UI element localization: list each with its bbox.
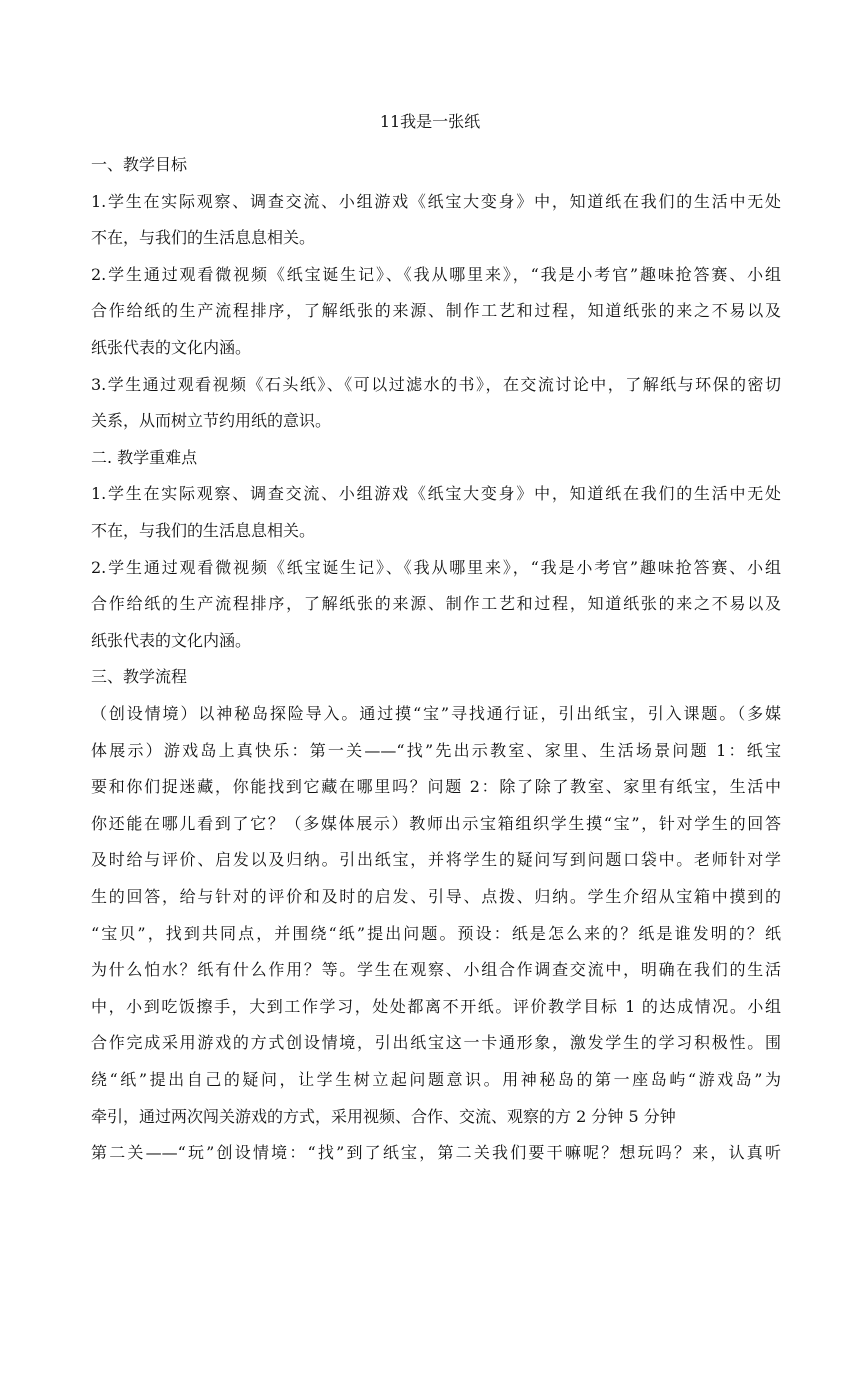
- body-line: “宝贝”，找到共同点，并围绕“纸”提出问题。预设：纸是怎么来的？纸是谁发明的？纸: [91, 923, 781, 943]
- body-line: 你还能在哪儿看到了它？（多媒体展示）教师出示宝箱组织学生摸“宝”，针对学生的回答: [91, 813, 781, 833]
- body-line: 第二关——“玩”创设情境：“找”到了纸宝，第二关我们要干嘛呢？想玩吗？来，认真听: [91, 1143, 781, 1163]
- body-line: 及时给与评价、启发以及归纳。引出纸宝，并将学生的疑问写到问题口袋中。老师针对学: [91, 850, 781, 870]
- body-line: 绕“纸”提出自己的疑问，让学生树立起问题意识。用神秘岛的第一座岛屿“游戏岛”为: [91, 1070, 781, 1089]
- body-line: 体展示）游戏岛上真快乐：第一关——“找”先出示教室、家里、生活场景问题 1：纸宝: [91, 740, 781, 760]
- body-line: 二. 教学重难点: [91, 447, 198, 467]
- body-line: 生的回答，给与针对的评价和及时的启发、引导、点拨、归纳。学生介绍从宝箱中摸到的: [91, 887, 781, 906]
- body-line: 纸张代表的文化内涵。: [91, 338, 252, 357]
- body-line: 2.学生通过观看微视频《纸宝诞生记》、《我从哪里来》，“我是小考官”趣味抢答赛、小组: [91, 264, 781, 284]
- body-line: 为什么怕水？纸有什么作用？等。学生在观察、小组合作调查交流中，明确在我们的生活: [91, 960, 781, 980]
- body-line: （创设情境）以神秘岛探险导入。通过摸“宝”寻找通行证，引出纸宝，引入课题。（多媒: [91, 704, 781, 723]
- body-line: 不在，与我们的生活息息相关。: [91, 521, 316, 540]
- body-line: 中，小到吃饭擦手，大到工作学习，处处都离不开纸。评价教学目标 1 的达成情况。小组: [91, 996, 781, 1016]
- body-line: 2.学生通过观看微视频《纸宝诞生记》、《我从哪里来》，“我是小考官”趣味抢答赛、小组: [91, 557, 781, 577]
- body-line: 3.学生通过观看视频《石头纸》、《可以过滤水的书》，在交流讨论中，了解纸与环保的密切: [91, 374, 781, 394]
- body-line: 牵引，通过两次闯关游戏的方式，采用视频、合作、交流、观察的方 2 分钟 5 分钟: [91, 1106, 676, 1126]
- body-line: 三、教学流程: [91, 667, 188, 687]
- body-line: 1.学生在实际观察、调查交流、小组游戏《纸宝大变身》中，知道纸在我们的生活中无处: [91, 191, 781, 211]
- body-line: 不在，与我们的生活息息相关。: [91, 228, 316, 248]
- body-line: 合作给纸的生产流程排序，了解纸张的来源、制作工艺和过程，知道纸张的来之不易以及: [91, 301, 781, 321]
- body-line: 纸张代表的文化内涵。: [91, 630, 252, 650]
- body-line: 1.学生在实际观察、调查交流、小组游戏《纸宝大变身》中，知道纸在我们的生活中无处: [91, 484, 781, 504]
- body-line: 合作完成采用游戏的方式创设情境，引出纸宝这一卡通形象，激发学生的学习积极性。围: [91, 1033, 781, 1053]
- body-line: 一、教学目标: [91, 155, 188, 174]
- body-line: 要和你们捉迷藏，你能找到它藏在哪里吗？问题 2：除了除了教室、家里有纸宝，生活中: [91, 777, 781, 797]
- document-title: 11我是一张纸: [379, 112, 481, 131]
- body-line: 关系，从而树立节约用纸的意识。: [91, 411, 332, 431]
- body-line: 合作给纸的生产流程排序，了解纸张的来源、制作工艺和过程，知道纸张的来之不易以及: [91, 594, 781, 614]
